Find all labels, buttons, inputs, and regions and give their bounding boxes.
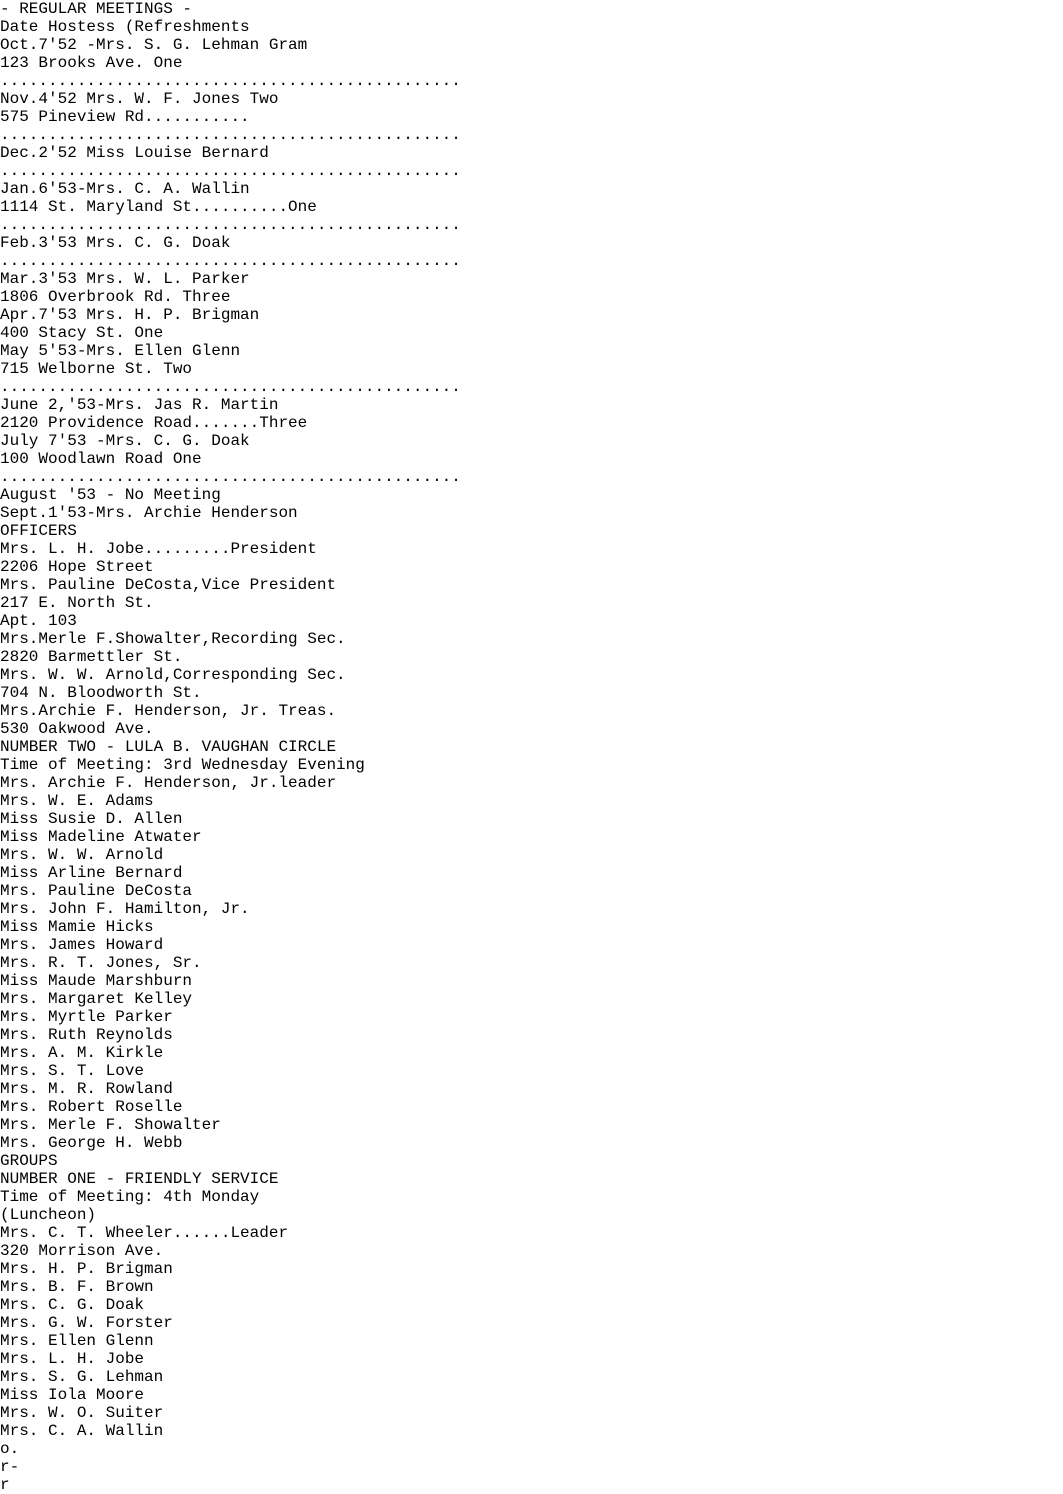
group-heading: NUMBER ONE - FRIENDLY SERVICE bbox=[0, 1170, 279, 1188]
officer-line: 530 Oakwood Ave. bbox=[0, 720, 154, 738]
bleed-through-line: 1114 St. Maryland St..........One bbox=[0, 198, 317, 216]
bleed-through-line: Date Hostess (Refreshments bbox=[0, 18, 250, 36]
bleed-through-line: May 5'53-Mrs. Ellen Glenn bbox=[0, 342, 241, 360]
member-name: Mrs. W. O. Suiter bbox=[0, 1404, 164, 1422]
bleed-through-line: - REGULAR MEETINGS - bbox=[0, 0, 193, 18]
member-name: Mrs. G. W. Forster bbox=[0, 1314, 173, 1332]
bleed-through-line: Mar.3'53 Mrs. W. L. Parker bbox=[0, 270, 250, 288]
bleed-through-line: ................................................ bbox=[0, 468, 461, 486]
bleed-through-line: Mrs. S. T. Love bbox=[0, 1062, 145, 1080]
bleed-through-line: 715 Welborne St. Two bbox=[0, 360, 193, 378]
left-page-bleed-through bbox=[0, 0, 1063, 522]
bleed-through-line: 575 Pineview Rd........... bbox=[0, 108, 250, 126]
officers-list bbox=[0, 540, 1063, 738]
bleed-through-line: Mrs. A. M. Kirkle bbox=[0, 1044, 164, 1062]
member-name: Mrs. C. A. Wallin bbox=[0, 1422, 164, 1440]
bleed-through-line: Miss Maude Marshburn bbox=[0, 972, 193, 990]
gutter-fragment-text: r bbox=[0, 1476, 10, 1494]
bleed-through-line: Mrs. Margaret Kelley bbox=[0, 990, 193, 1008]
bleed-through-line: Feb.3'53 Mrs. C. G. Doak bbox=[0, 234, 231, 252]
member-name: Miss Iola Moore bbox=[0, 1386, 145, 1404]
members-list-2 bbox=[0, 1350, 1063, 1440]
bleed-through-line: Mrs. James Howard bbox=[0, 936, 164, 954]
bleed-through-line: Mrs. John F. Hamilton, Jr. bbox=[0, 900, 250, 918]
bleed-through-line: Dec.2'52 Miss Louise Bernard bbox=[0, 144, 269, 162]
bleed-through-line: NUMBER TWO - LULA B. VAUGHAN CIRCLE bbox=[0, 738, 337, 756]
bleed-through-line: Miss Arline Bernard bbox=[0, 864, 183, 882]
member-name: Mrs. H. P. Brigman bbox=[0, 1260, 173, 1278]
member-name: Mrs. L. H. Jobe bbox=[0, 1350, 145, 1368]
officer-line: Mrs.Merle F.Showalter,Recording Sec. bbox=[0, 630, 346, 648]
bleed-through-line: Mrs. Pauline DeCosta bbox=[0, 882, 193, 900]
bleed-through-line: Time of Meeting: 3rd Wednesday Evening bbox=[0, 756, 365, 774]
member-name: Mrs. B. F. Brown bbox=[0, 1278, 154, 1296]
bleed-through-line: Mrs. Myrtle Parker bbox=[0, 1008, 173, 1026]
bleed-through-line: 1806 Overbrook Rd. Three bbox=[0, 288, 231, 306]
officer-line: Mrs. L. H. Jobe.........President bbox=[0, 540, 317, 558]
officer-line: Mrs.Archie F. Henderson, Jr. Treas. bbox=[0, 702, 337, 720]
members-list-1 bbox=[0, 1260, 1063, 1350]
bleed-through-line: Oct.7'52 -Mrs. S. G. Lehman Gram bbox=[0, 36, 308, 54]
bleed-through-line: ................................................ bbox=[0, 162, 461, 180]
bleed-through-line: ................................................ bbox=[0, 72, 461, 90]
officer-line: Apt. 103 bbox=[0, 612, 77, 630]
bleed-through-line: 123 Brooks Ave. One bbox=[0, 54, 183, 72]
member-name: Mrs. Ellen Glenn bbox=[0, 1332, 154, 1350]
bleed-through-line: Mrs. Archie F. Henderson, Jr.leader bbox=[0, 774, 337, 792]
gutter-text-fragments bbox=[0, 1440, 1063, 1494]
officer-line: 704 N. Bloodworth St. bbox=[0, 684, 202, 702]
bleed-through-line: ................................................ bbox=[0, 378, 461, 396]
bleed-through-line: Mrs. R. T. Jones, Sr. bbox=[0, 954, 202, 972]
officer-entry bbox=[0, 630, 1063, 666]
bleed-through-line: Apr.7'53 Mrs. H. P. Brigman bbox=[0, 306, 260, 324]
bleed-through-line: Mrs. Ruth Reynolds bbox=[0, 1026, 173, 1044]
officer-entry bbox=[0, 702, 1063, 738]
bleed-through-line: 2120 Providence Road.......Three bbox=[0, 414, 308, 432]
gutter-fragment-text: o. bbox=[0, 1440, 20, 1458]
officer-line: 2820 Barmettler St. bbox=[0, 648, 183, 666]
booklet-right-page bbox=[0, 738, 1063, 1440]
officer-line: 217 E. North St. bbox=[0, 594, 154, 612]
bleed-through-line: Jan.6'53-Mrs. C. A. Wallin bbox=[0, 180, 250, 198]
leader-line: 320 Morrison Ave. bbox=[0, 1242, 164, 1260]
right-page-title: GROUPS bbox=[0, 1152, 58, 1170]
bleed-through-line: July 7'53 -Mrs. C. G. Doak bbox=[0, 432, 250, 450]
right-page-bleed-through bbox=[0, 738, 1063, 1152]
bleed-through-line: ................................................ bbox=[0, 252, 461, 270]
bleed-through-line: Mrs. Merle F. Showalter bbox=[0, 1116, 221, 1134]
bleed-through-line: Miss Mamie Hicks bbox=[0, 918, 154, 936]
group-leader bbox=[0, 1224, 1063, 1260]
officer-line: Mrs. W. W. Arnold,Corresponding Sec. bbox=[0, 666, 346, 684]
bleed-through-line: ................................................ bbox=[0, 126, 461, 144]
bleed-through-line: 100 Woodlawn Road One bbox=[0, 450, 202, 468]
left-page-title: OFFICERS bbox=[0, 522, 77, 540]
meeting-line: Time of Meeting: 4th Monday bbox=[0, 1188, 260, 1206]
bleed-through-line: June 2,'53-Mrs. Jas R. Martin bbox=[0, 396, 279, 414]
booklet-left-page bbox=[0, 0, 1063, 738]
officer-entry bbox=[0, 666, 1063, 702]
officer-line: 2206 Hope Street bbox=[0, 558, 154, 576]
bleed-through-line: Miss Susie D. Allen bbox=[0, 810, 183, 828]
meeting-line: (Luncheon) bbox=[0, 1206, 97, 1224]
bleed-through-line: Mrs. George H. Webb bbox=[0, 1134, 183, 1152]
bleed-through-line: Sept.1'53-Mrs. Archie Henderson bbox=[0, 504, 298, 522]
bleed-through-line: Mrs. W. E. Adams bbox=[0, 792, 154, 810]
officer-entry bbox=[0, 540, 1063, 576]
bleed-through-line: 400 Stacy St. One bbox=[0, 324, 164, 342]
bleed-through-line: Miss Madeline Atwater bbox=[0, 828, 202, 846]
member-name: Mrs. C. G. Doak bbox=[0, 1296, 145, 1314]
officer-line: Mrs. Pauline DeCosta,Vice President bbox=[0, 576, 337, 594]
bleed-through-line: ................................................ bbox=[0, 216, 461, 234]
gutter-fragment-text: r- bbox=[0, 1458, 20, 1476]
bleed-through-line: Nov.4'52 Mrs. W. F. Jones Two bbox=[0, 90, 279, 108]
bleed-through-line: Mrs. W. W. Arnold bbox=[0, 846, 164, 864]
member-name: Mrs. S. G. Lehman bbox=[0, 1368, 164, 1386]
meeting-time bbox=[0, 1188, 1063, 1224]
bleed-through-line: August '53 - No Meeting bbox=[0, 486, 221, 504]
leader-line: Mrs. C. T. Wheeler......Leader bbox=[0, 1224, 289, 1242]
officer-entry bbox=[0, 576, 1063, 630]
bleed-through-line: Mrs. M. R. Rowland bbox=[0, 1080, 173, 1098]
bleed-through-line: Mrs. Robert Roselle bbox=[0, 1098, 183, 1116]
